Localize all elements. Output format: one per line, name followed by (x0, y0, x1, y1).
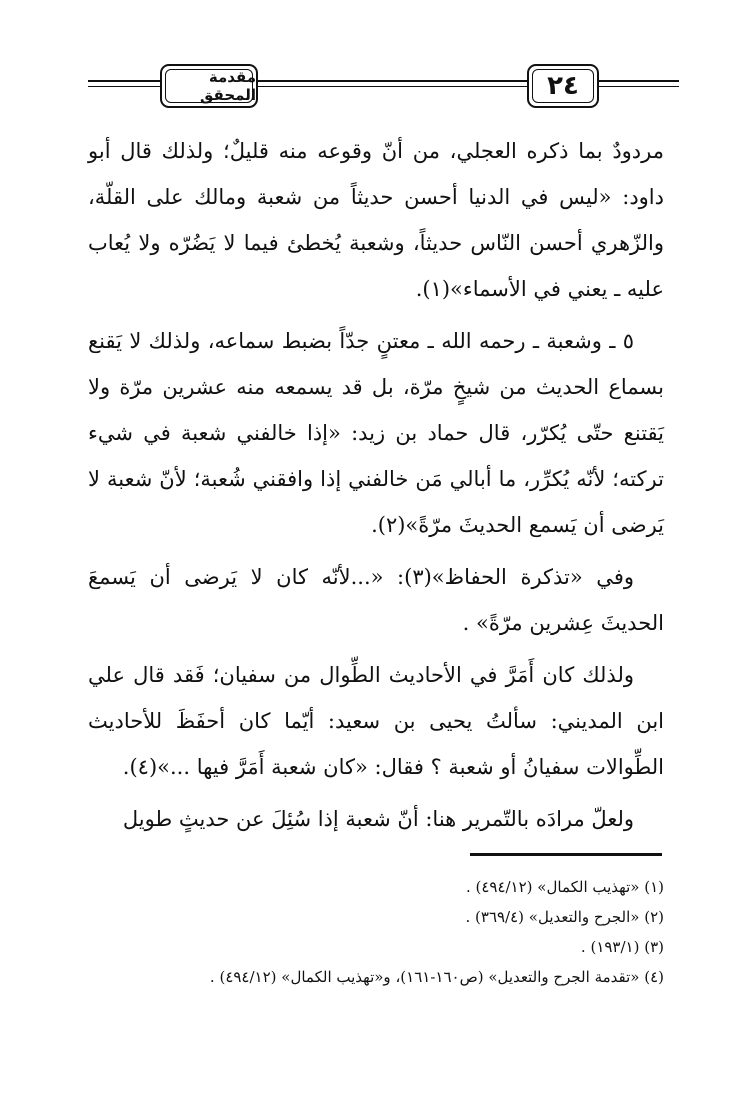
footnote-separator (470, 853, 662, 856)
footnote: (٢) «الجرح والتعديل» (٣٦٩/٤) . (465, 908, 664, 926)
header-rule-right-top (595, 80, 679, 82)
paragraph: مردودٌ بما ذكره العجلي، من أنّ وقوعه منه قليلٌ؛ ولذلك قال أبو داود: «ليس في الدنيا أحسن حديثاً من شعبة ومالك على القلّة، والزّهري أحسن النّاس حديثاً، وشعبة يُخطئ فيما لا يَضُرّه ولا يُعاب عليه ـ يعني في الأسماء»(١). (88, 139, 664, 301)
footnote: (٣) (١٩٣/١) . (580, 938, 664, 956)
footnotes (88, 872, 664, 992)
footnote: (١) «تهذيب الكمال» (٤٩٤/١٢) . (465, 878, 664, 896)
paragraph: ولعلّ مرادَه بالتّمرير هنا: أنّ شعبة إذا سُئِلَ عن حديثٍ طويل (122, 807, 634, 831)
paragraph: ولذلك كان أَمَرَّ في الأحاديث الطِّوال من سفيان؛ فَقد قال علي ابن المديني: سألتُ يحيى بن سعيد: أيّما كان أحفَظَ للأحاديث الطِّوالات سفيانُ أو شعبة ؟ فقال: «كان شعبة أَمَرَّ فيها ...»(٤). (88, 663, 664, 779)
page-number: ٢٤ (527, 64, 599, 108)
header-rule-middle-top (254, 80, 527, 82)
main-text (88, 128, 664, 848)
header-rule-left-bottom (88, 86, 160, 87)
header-rule-right-bottom (595, 86, 679, 87)
paragraph: ٥ ـ وشعبة ـ رحمه الله ـ معتنٍ جدّاً بضبط سماعه، ولذلك لا يَقنع بسماع الحديث من شيخٍ مرّة، بل قد يسمعه منه عشرين مرّة ولا يَقتنع حتّى يُكرّر، قال حماد بن زيد: «إذا خالفني شعبة في شيء تركته؛ لأنّه يُكرِّر، ما أبالي مَن خالفني إذا وافقني شُعبة؛ لأنّ شعبة لا يَرضى أن يَسمع الحديثَ مرّةً»(٢). (88, 329, 664, 537)
running-title: مقدمة المحقق (160, 64, 258, 108)
paragraph: وفي «تذكرة الحفاظ»(٣): «...لأنّه كان لا يَرضى أن يَسمعَ الحديثَ عِشرين مرّةً» . (88, 565, 664, 635)
header-rule-left-top (88, 80, 160, 82)
header-rule-middle-bottom (254, 86, 527, 87)
footnote: (٤) «تقدمة الجرح والتعديل» (ص١٦٠-١٦١)، و«تهذيب الكمال» (٤٩٤/١٢) . (209, 968, 664, 986)
